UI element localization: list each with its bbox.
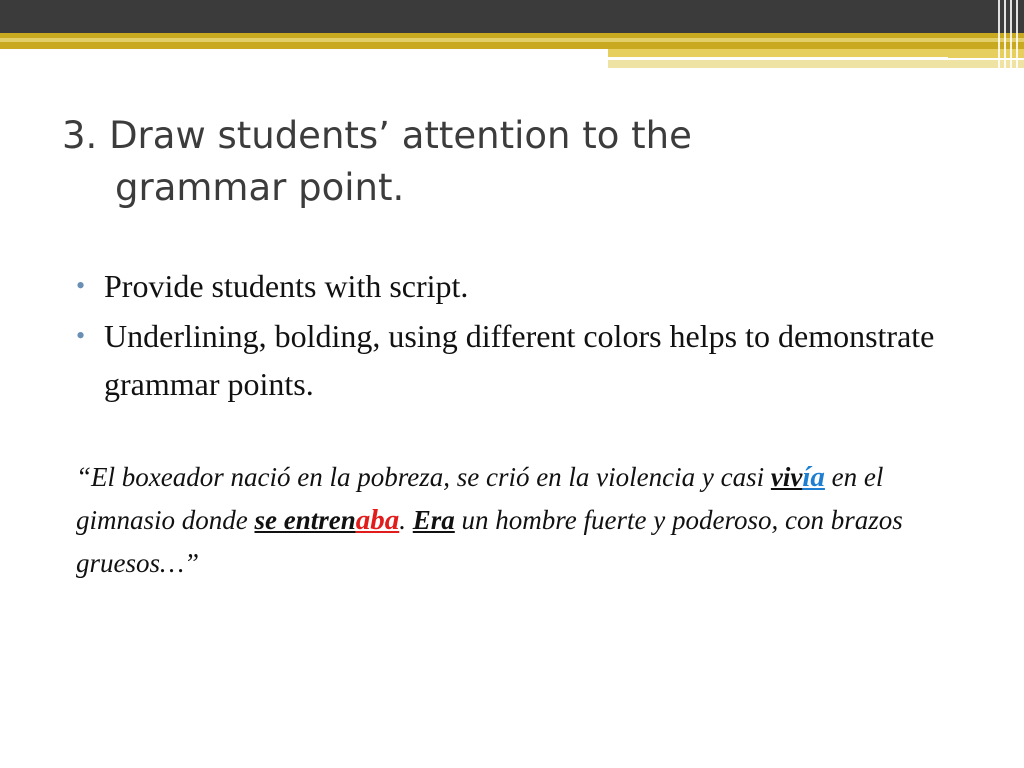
quote-text-1: El boxeador nació en la pobreza, se crió en la violencia y casi [91,462,771,492]
slide-title [62,110,962,214]
right-accent-gap [608,57,948,59]
quote-open-mark: “ [76,462,92,492]
corner-decoration [994,0,1024,68]
example-quote [76,456,976,585]
verb-ending-aba: aba [355,504,400,536]
title-line-1: 3. Draw students’ attention to the [62,114,692,157]
bullet-text: Underlining, bolding, using different colors helps to demonstrate grammar points. [104,318,935,402]
bullet-item [76,312,956,408]
verb-stem-viv: viv [770,462,803,492]
bullet-text: Provide students with script. [104,268,469,304]
bullet-list [76,262,956,410]
title-line-2: grammar point. [115,166,405,209]
quote-text-2: en el gimnasio donde [76,462,884,535]
quote-close-mark: ” [184,548,200,578]
gold-band-highlight [0,38,1024,42]
verb-stem-se-entren: se entren [254,505,356,535]
bullet-icon: • [76,271,86,300]
quote-text-3: un hombre fuerte y poderoso, con brazos gruesos… [76,505,903,578]
verb-ending-ia: ía [802,461,825,493]
top-bar [0,0,1024,33]
verb-era: Era [412,505,455,535]
bullet-icon: • [76,321,86,350]
quote-period: . [399,505,413,535]
bullet-item [76,262,956,310]
right-accent-stripe-light [608,60,1024,68]
